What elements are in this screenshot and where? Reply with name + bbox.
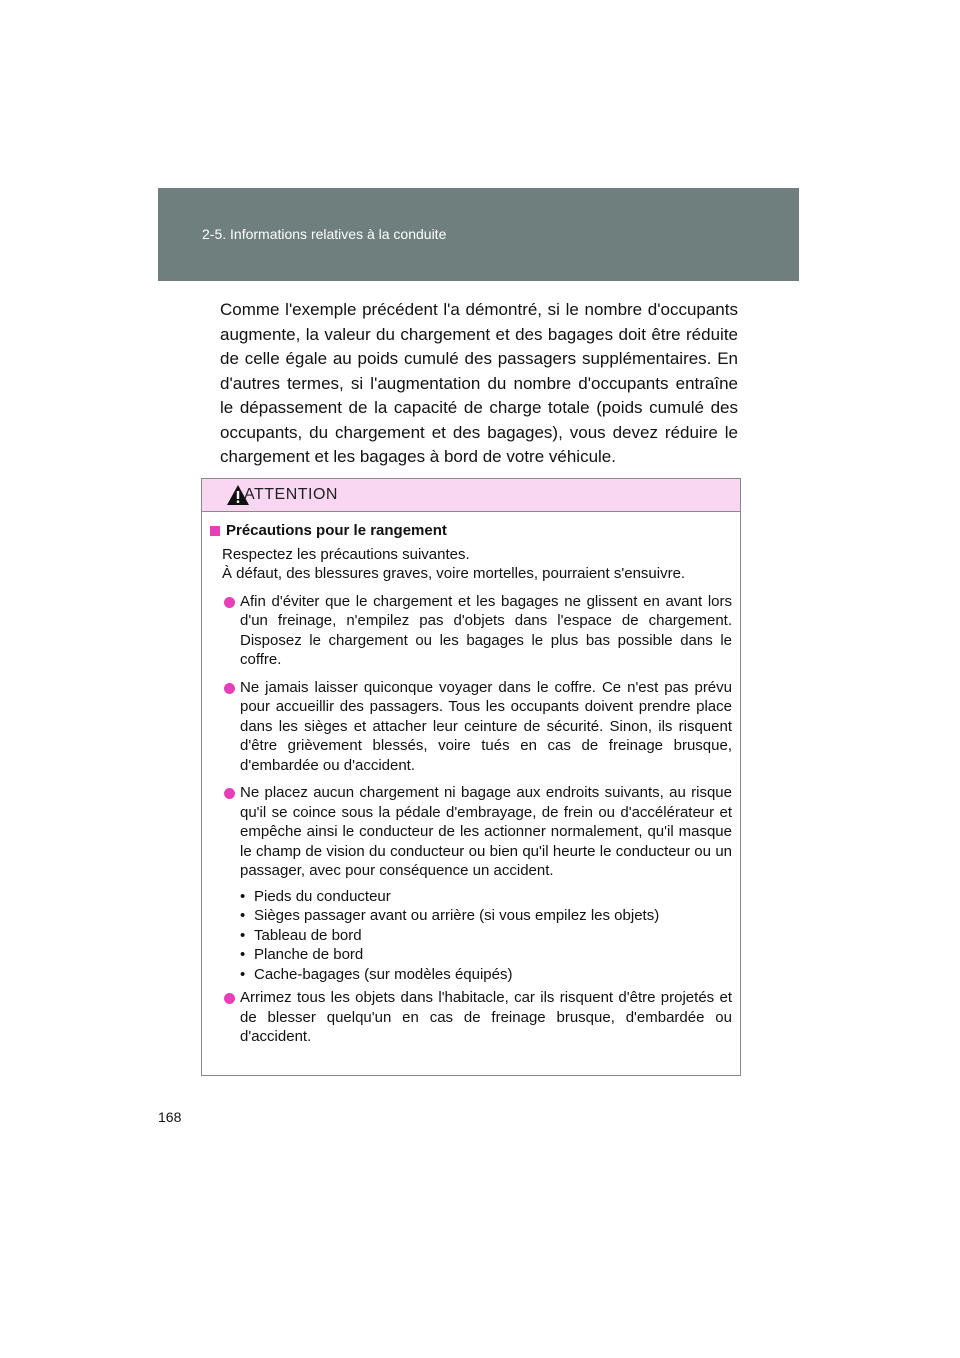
warning-intro xyxy=(210,545,736,584)
square-bullet-icon xyxy=(210,526,220,536)
warning-intro-line: Respectez les précautions suivantes. xyxy=(222,545,470,563)
warning-bullet-text: Ne jamais laisser quiconque voyager dans le coffre. Ce n'est pas prévu pour accueillir des passagers. Tous les occupants doivent prendre place dans les sièges et attacher leur ceinture de sécurité. Sinon, ils risquent d'être grièvement blessés, voire tués en cas de freinage brusque, d'embardée ou d'accident. xyxy=(240,678,732,774)
bullet-dot-icon xyxy=(224,788,235,799)
warning-bullet-text: Arrimez tous les objets dans l'habitacle, car ils risquent d'être projetés et de blesser quelqu'un en cas de freinage brusque, d'embardée ou d'accident. xyxy=(240,989,732,1045)
sub-bullet-mark: • xyxy=(240,907,246,924)
sub-bullet-mark: • xyxy=(240,965,246,983)
list-item xyxy=(240,965,736,985)
sub-bullet-mark: • xyxy=(240,946,246,963)
section-title: 2-5. Informations relatives à la conduite xyxy=(202,226,447,242)
list-item xyxy=(240,906,736,926)
list-item-text: Pieds du conducteur xyxy=(254,887,391,905)
warning-bullet-text: Ne placez aucun chargement ni bagage aux endroits suivants, au risque qu'il se coince sous la pédale d'embrayage, de frein ou d'accélérateur et empêche ainsi le conducteur de les actionner normalement, qu'il masque le champ de vision du conducteur ou bien qu'il heurte le conducteur ou un passager, avec pour conséquence un accident. xyxy=(240,784,732,879)
warning-bullet xyxy=(210,783,736,881)
warning-section-title: Précautions pour le rangement xyxy=(226,522,447,539)
bullet-dot-icon xyxy=(224,597,235,608)
list-item-text: Planche de bord xyxy=(254,946,364,963)
warning-intro-line: À défaut, des blessures graves, voire mortelles, pourraient s'ensuivre. xyxy=(222,565,686,582)
chapter-header-band xyxy=(158,188,799,281)
page-number: 168 xyxy=(158,1109,182,1125)
warning-header xyxy=(202,479,740,512)
location-sublist xyxy=(210,887,736,985)
bullet-dot-icon xyxy=(224,683,235,694)
warning-bullet xyxy=(210,988,736,1047)
warning-box xyxy=(201,478,741,1076)
list-item-text: Cache-bagages (sur modèles équipés) xyxy=(254,965,513,983)
warning-bullet xyxy=(210,592,736,670)
warning-title: ATTENTION xyxy=(244,486,338,503)
warning-body xyxy=(210,521,736,1047)
warning-section-heading xyxy=(210,521,736,541)
warning-bullet xyxy=(210,678,736,776)
list-item-text: Tableau de bord xyxy=(254,926,362,944)
warning-bullet-text: Afin d'éviter que le chargement et les bagages ne glissent en avant lors d'un freinage, n'empilez pas d'objets dans l'espace de chargement. Disposez le chargement ou les bagages le plus bas possible dans le coffre. xyxy=(240,592,732,668)
intro-paragraph: Comme l'exemple précédent l'a démontré, si le nombre d'occupants augmente, la valeur du chargement et des bagages doit être réduite de celle égale au poids cumulé des passagers supplémentaires. En d'autres termes, si l'augmentation du nombre d'occupants entraîne le dépassement de la capacité de charge totale (poids cumulé des occupants, du chargement et des bagages), vous devez réduire le chargement et les bagages à bord de votre véhicule. xyxy=(220,300,738,466)
list-item xyxy=(240,887,736,907)
list-item xyxy=(240,926,736,946)
sub-bullet-mark: • xyxy=(240,887,246,905)
list-item xyxy=(240,945,736,965)
list-item-text: Sièges passager avant ou arrière (si vous empilez les objets) xyxy=(254,907,660,924)
sub-bullet-mark: • xyxy=(240,926,246,944)
bullet-dot-icon xyxy=(224,993,235,1004)
